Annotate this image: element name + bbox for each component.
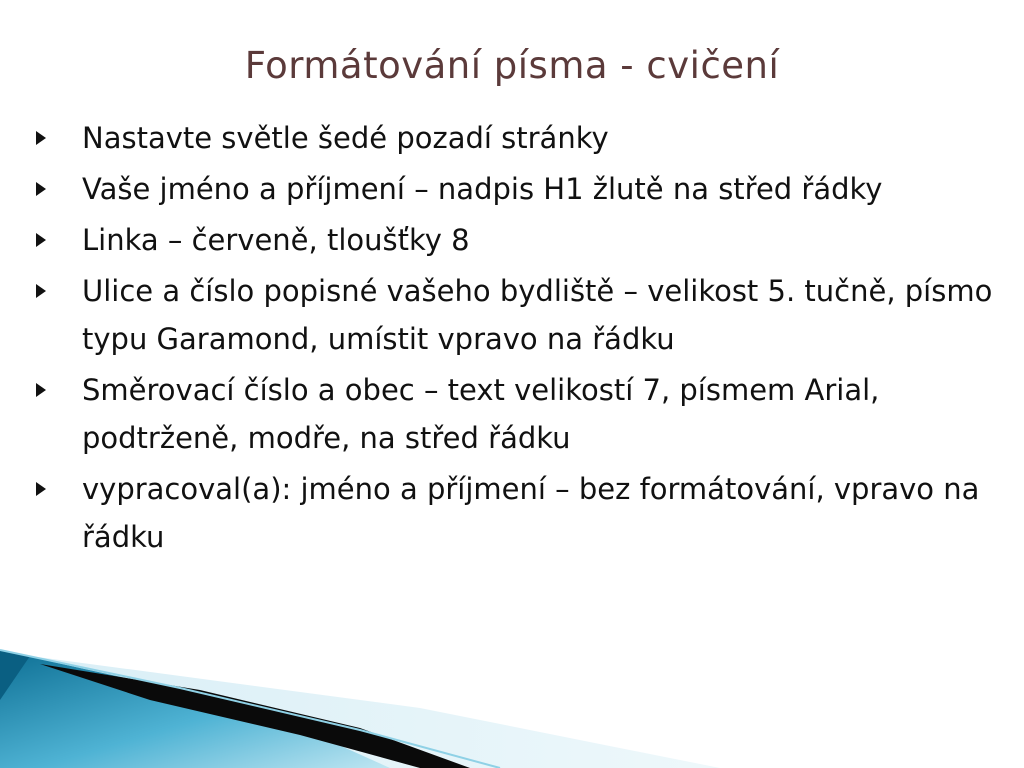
bullet-text: Linka – červeně, tloušťky 8 — [82, 223, 470, 257]
triangle-right-icon — [32, 231, 50, 249]
bullet-text: Ulice a číslo popisné vašeho bydliště – velikost 5. tučně, písmo typu Garamond, umístit vpravo na řádku — [82, 274, 993, 356]
bullet-text: Směrovací číslo a obec – text velikostí 7, písmem Arial, podtrženě, modře, na střed řádku — [82, 373, 880, 455]
bullet-item — [32, 216, 1007, 264]
bullet-text: Vaše jméno a příjmení – nadpis H1 žlutě na střed řádky — [82, 172, 883, 206]
bullet-item — [32, 465, 1007, 561]
triangle-right-icon — [32, 381, 50, 399]
slide-title: Formátování písma - cvičení — [244, 44, 780, 87]
bullet-item — [32, 114, 1007, 162]
triangle-right-icon — [32, 480, 50, 498]
triangle-right-icon — [32, 180, 50, 198]
bullet-list — [32, 114, 1007, 564]
bullet-item — [32, 165, 1007, 213]
triangle-right-icon — [32, 282, 50, 300]
bullet-item — [32, 267, 1007, 363]
triangle-right-icon — [32, 129, 50, 147]
bullet-item — [32, 366, 1007, 462]
bullet-text: vypracoval(a): jméno a příjmení – bez formátování, vpravo na řádku — [82, 472, 980, 554]
bullet-text: Nastavte světle šedé pozadí stránky — [82, 121, 609, 155]
